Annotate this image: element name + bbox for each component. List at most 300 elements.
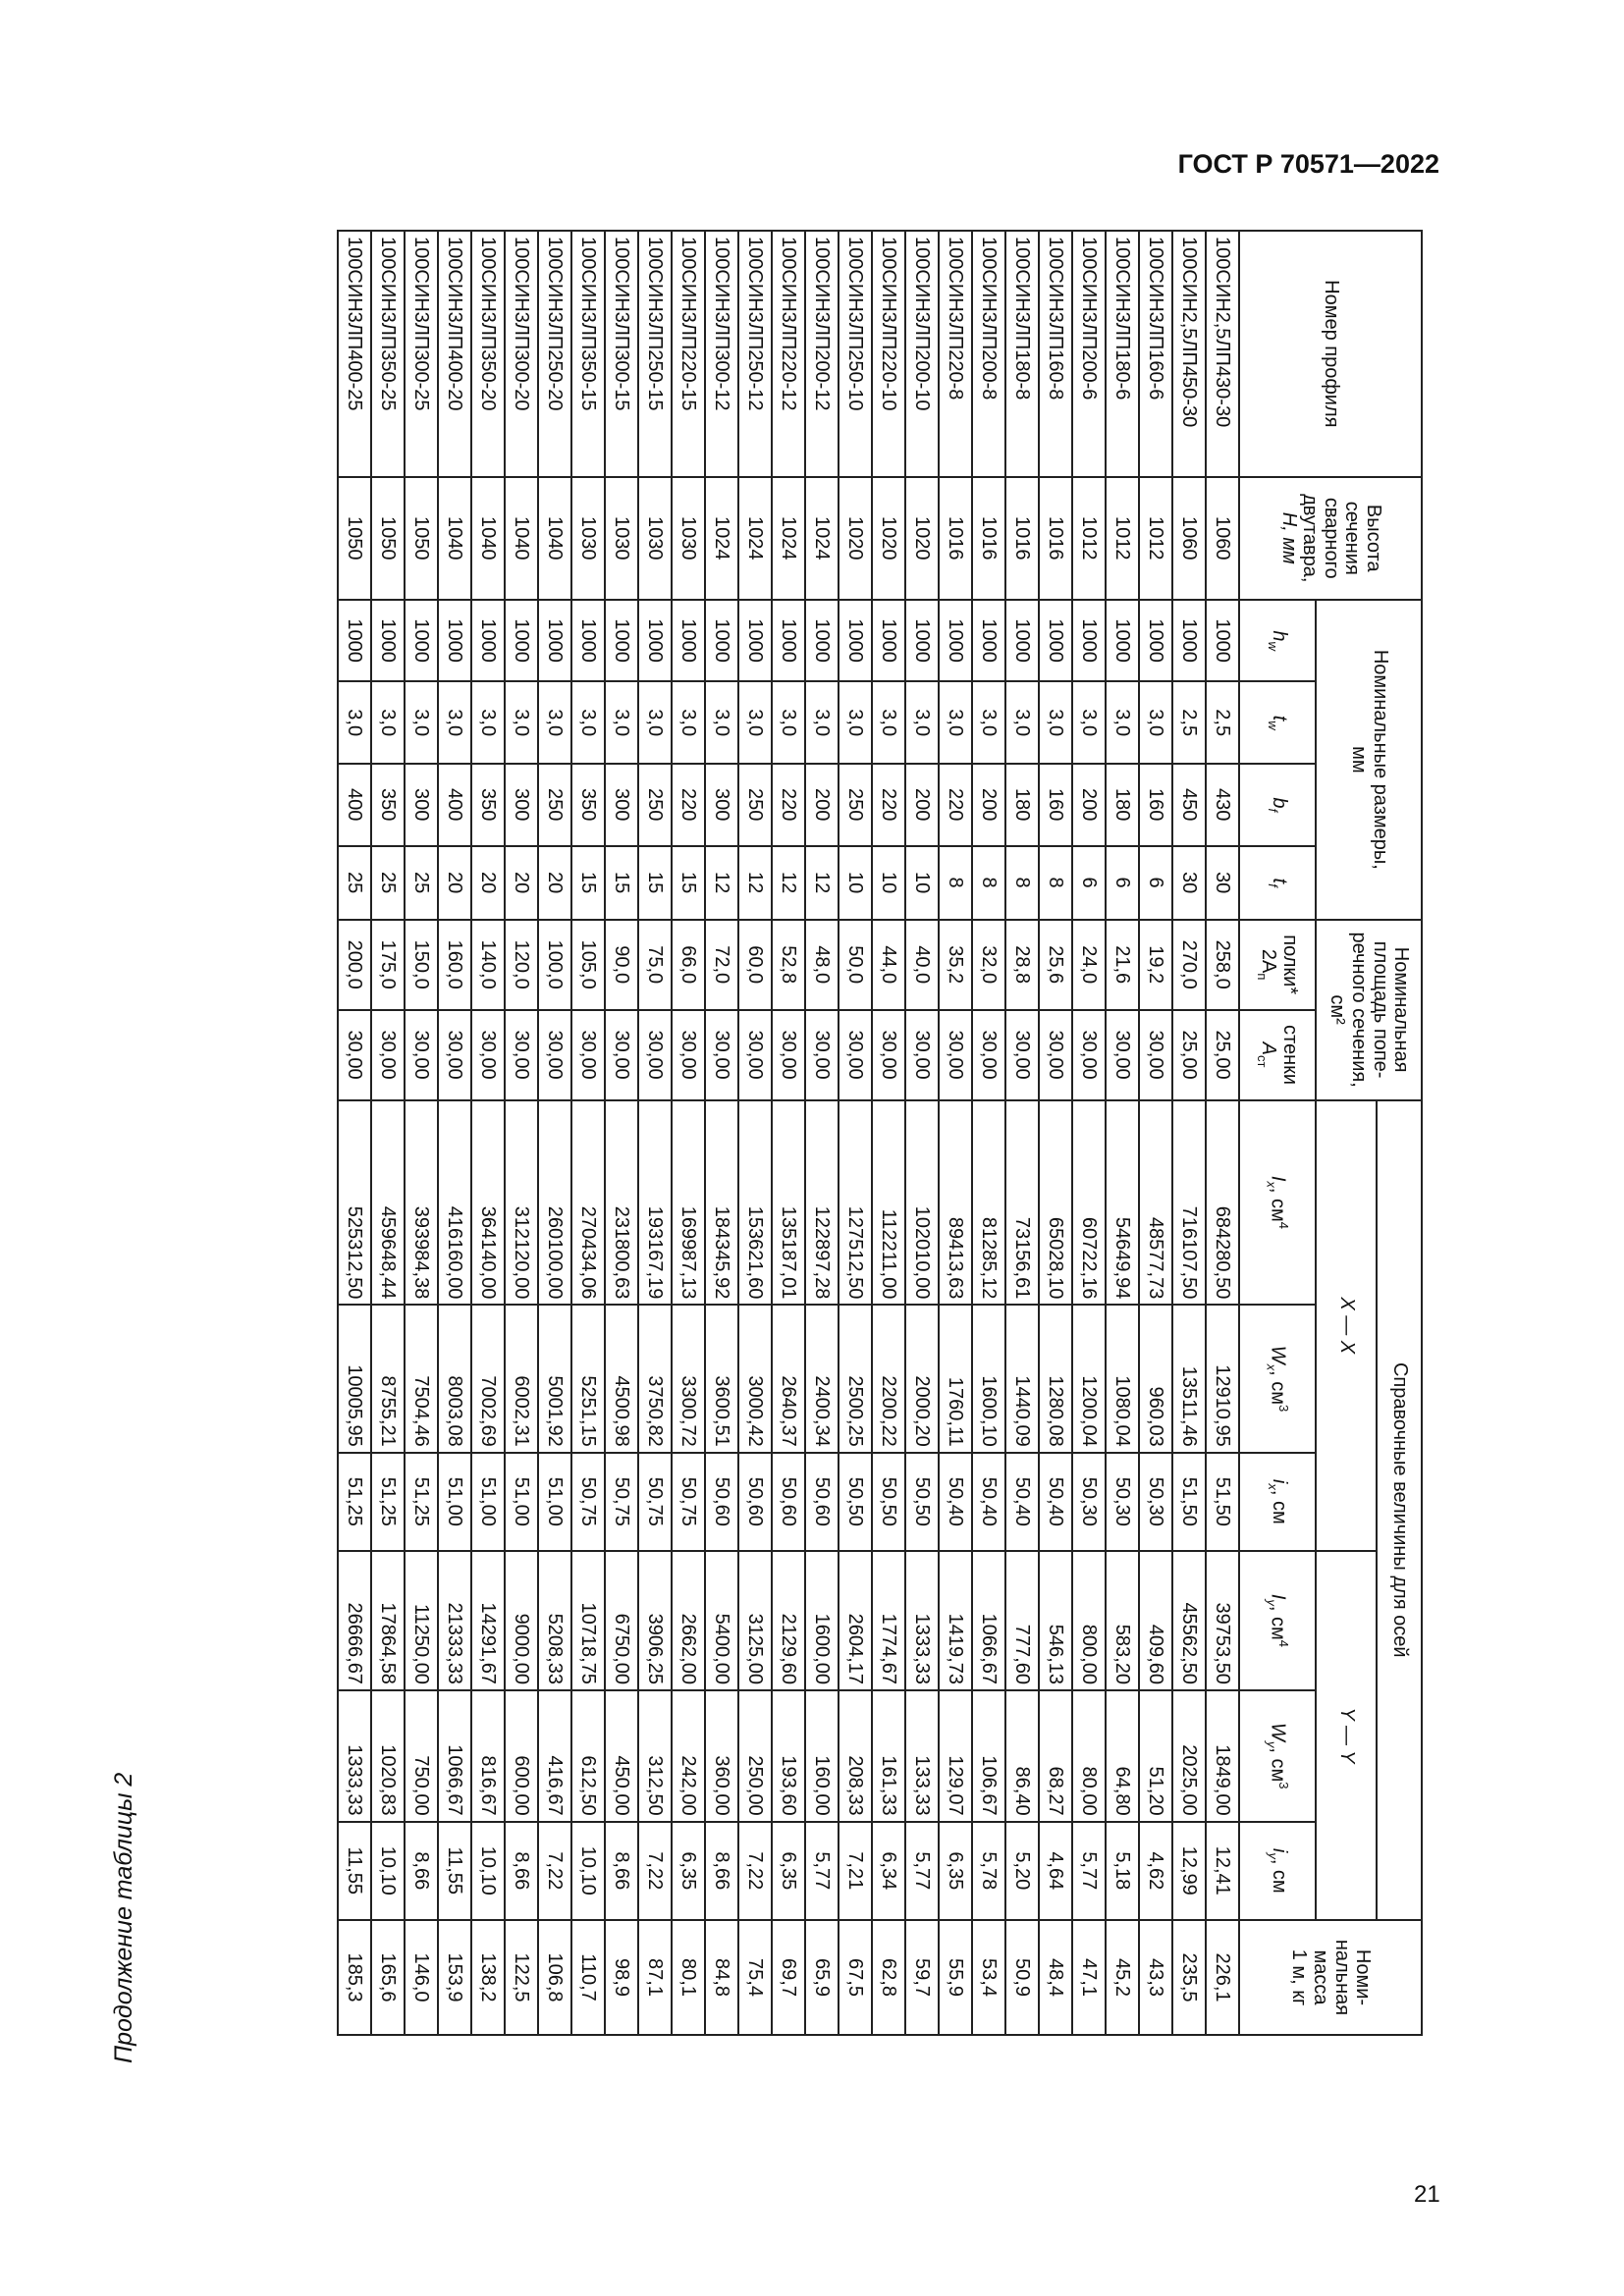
header-section-height: Высота сечения сварного двутавра, H, мм: [1239, 477, 1422, 600]
cell-section-height: 1016: [939, 477, 972, 600]
table-header: [1239, 231, 1422, 2035]
cell-wy-value: 312,50: [638, 1690, 672, 1822]
cell-wx-value: 1200,04: [1072, 1305, 1106, 1452]
cell-wy-value: 80,00: [1072, 1690, 1106, 1822]
cell-iy-value: 583,20: [1106, 1551, 1139, 1690]
cell-ix-value: 184345,92: [705, 1100, 738, 1306]
cell-web-area: 25,00: [1206, 1010, 1239, 1100]
cell-rx-value: 51,25: [338, 1453, 371, 1551]
table-row: [571, 231, 605, 2035]
cell-wy-value: 750,00: [405, 1690, 438, 1822]
cell-mass-value: 226,1: [1206, 1920, 1239, 2035]
cell-web-thickness: 3,0: [672, 681, 705, 764]
cell-web-height: 1000: [638, 600, 672, 682]
header-profile-number: Номер профиля: [1239, 231, 1422, 477]
cell-ry-value: 10,10: [371, 1822, 405, 1920]
cell-iy-value: 1333,33: [905, 1551, 939, 1690]
cell-ry-value: 7,22: [538, 1822, 571, 1920]
cell-ry-value: 6,35: [939, 1822, 972, 1920]
table-row: [538, 231, 571, 2035]
cell-ry-value: 6,35: [672, 1822, 705, 1920]
cell-rx-value: 51,00: [438, 1453, 471, 1551]
cell-profile-number: 100СИН3ЛП250-10: [839, 231, 872, 477]
cell-mass-value: 146,0: [405, 1920, 438, 2035]
header-axis-y: Y — Y: [1316, 1551, 1377, 1920]
cell-profile-number: 100СИН3ЛП180-8: [1005, 231, 1039, 477]
cell-web-thickness: 3,0: [705, 681, 738, 764]
cell-mass-value: 69,7: [772, 1920, 805, 2035]
cell-section-height: 1024: [772, 477, 805, 600]
cell-ix-value: 127512,50: [839, 1100, 872, 1306]
cell-wy-value: 208,33: [839, 1690, 872, 1822]
cell-flange-width: 200: [805, 764, 839, 846]
cell-wy-value: 68,27: [1039, 1690, 1072, 1822]
header-wx: $W_x$, $см^3$: [1239, 1305, 1316, 1452]
cell-web-thickness: 3,0: [972, 681, 1005, 764]
cell-section-height: 1030: [571, 477, 605, 600]
cell-wy-value: 816,67: [471, 1690, 505, 1822]
cell-web-area: 30,00: [538, 1010, 571, 1100]
cell-ry-value: 8,66: [505, 1822, 538, 1920]
cell-profile-number: 100СИН3ЛП350-25: [371, 231, 405, 477]
cell-flange-thickness: 25: [405, 846, 438, 920]
cell-web-thickness: 3,0: [839, 681, 872, 764]
cell-flange-width: 300: [405, 764, 438, 846]
cell-mass-value: 138,2: [471, 1920, 505, 2035]
cell-web-area: 30,00: [672, 1010, 705, 1100]
cell-iy-value: 5400,00: [705, 1551, 738, 1690]
cell-ry-value: 4,62: [1139, 1822, 1172, 1920]
cell-web-height: 1000: [438, 600, 471, 682]
cell-web-thickness: 3,0: [1039, 681, 1072, 764]
cell-iy-value: 45562,50: [1172, 1551, 1206, 1690]
cell-section-height: 1050: [371, 477, 405, 600]
cell-profile-number: 100СИН3ЛП200-10: [905, 231, 939, 477]
cell-ry-value: 8,66: [405, 1822, 438, 1920]
cell-flange-width: 200: [1072, 764, 1106, 846]
cell-wy-value: 1066,67: [438, 1690, 471, 1822]
cell-flange-thickness: 20: [438, 846, 471, 920]
cell-ry-value: 12,41: [1206, 1822, 1239, 1920]
cell-web-thickness: 3,0: [738, 681, 772, 764]
cell-web-height: 1000: [805, 600, 839, 682]
cell-wx-value: 10005,95: [338, 1305, 371, 1452]
cell-web-area: 30,00: [371, 1010, 405, 1100]
cell-iy-value: 1600,00: [805, 1551, 839, 1690]
cell-section-height: 1016: [1005, 477, 1039, 600]
cell-flange-area: 72,0: [705, 920, 738, 1010]
cell-web-height: 1000: [505, 600, 538, 682]
cell-web-thickness: 3,0: [471, 681, 505, 764]
cell-flange-area: 200,0: [338, 920, 371, 1010]
cell-mass-value: 110,7: [571, 1920, 605, 2035]
profile-properties-table: [337, 230, 1423, 2036]
cell-ix-value: 393984,38: [405, 1100, 438, 1306]
cell-flange-width: 160: [1039, 764, 1072, 846]
cell-ry-value: 7,22: [738, 1822, 772, 1920]
cell-flange-width: 220: [939, 764, 972, 846]
cell-iy-value: 3906,25: [638, 1551, 672, 1690]
cell-ix-value: 364140,00: [471, 1100, 505, 1306]
cell-rx-value: 50,40: [1005, 1453, 1039, 1551]
cell-ry-value: 5,77: [805, 1822, 839, 1920]
table-row: [805, 231, 839, 2035]
header-tw: $t_w$: [1239, 681, 1316, 764]
cell-web-thickness: 3,0: [571, 681, 605, 764]
cell-iy-value: 9000,00: [505, 1551, 538, 1690]
cell-wx-value: 5001,92: [538, 1305, 571, 1452]
cell-flange-width: 430: [1206, 764, 1239, 846]
cell-profile-number: 100СИН2,5ЛП430-30: [1206, 231, 1239, 477]
cell-web-thickness: 3,0: [872, 681, 905, 764]
cell-iy-value: 14291,67: [471, 1551, 505, 1690]
cell-ix-value: 112211,00: [872, 1100, 905, 1306]
cell-flange-area: 90,0: [605, 920, 638, 1010]
cell-profile-number: 100СИН3ЛП200-8: [972, 231, 1005, 477]
cell-mass-value: 59,7: [905, 1920, 939, 2035]
cell-ix-value: 102010,00: [905, 1100, 939, 1306]
cell-iy-value: 1066,67: [972, 1551, 1005, 1690]
cell-web-height: 1000: [972, 600, 1005, 682]
cell-web-height: 1000: [1172, 600, 1206, 682]
cell-rx-value: 51,00: [471, 1453, 505, 1551]
cell-rx-value: 50,75: [605, 1453, 638, 1551]
cell-flange-thickness: 15: [571, 846, 605, 920]
cell-wy-value: 86,40: [1005, 1690, 1039, 1822]
cell-flange-thickness: 8: [939, 846, 972, 920]
cell-ix-value: 416160,00: [438, 1100, 471, 1306]
table-row: [505, 231, 538, 2035]
cell-wx-value: 3300,72: [672, 1305, 705, 1452]
cell-profile-number: 100СИН3ЛП200-12: [805, 231, 839, 477]
cell-iy-value: 2604,17: [839, 1551, 872, 1690]
cell-wx-value: 2200,22: [872, 1305, 905, 1452]
table-row: [1106, 231, 1139, 2035]
cell-flange-width: 300: [505, 764, 538, 846]
cell-web-area: 30,00: [471, 1010, 505, 1100]
cell-web-height: 1000: [672, 600, 705, 682]
cell-rx-value: 50,60: [805, 1453, 839, 1551]
cell-wx-value: 2400,34: [805, 1305, 839, 1452]
cell-rx-value: 50,75: [672, 1453, 705, 1551]
cell-rx-value: 50,50: [839, 1453, 872, 1551]
cell-ix-value: 260100,00: [538, 1100, 571, 1306]
cell-flange-area: 175,0: [371, 920, 405, 1010]
cell-mass-value: 45,2: [1106, 1920, 1139, 2035]
cell-flange-thickness: 8: [972, 846, 1005, 920]
cell-ry-value: 5,77: [905, 1822, 939, 1920]
cell-web-area: 30,00: [805, 1010, 839, 1100]
cell-flange-thickness: 12: [738, 846, 772, 920]
cell-flange-area: 25,6: [1039, 920, 1072, 1010]
cell-web-thickness: 3,0: [638, 681, 672, 764]
cell-web-height: 1000: [371, 600, 405, 682]
cell-ry-value: 5,20: [1005, 1822, 1039, 1920]
cell-flange-area: 258,0: [1206, 920, 1239, 1010]
cell-web-height: 1000: [738, 600, 772, 682]
cell-flange-width: 180: [1005, 764, 1039, 846]
cell-flange-area: 35,2: [939, 920, 972, 1010]
cell-flange-area: 28,8: [1005, 920, 1039, 1010]
cell-web-thickness: 2,5: [1206, 681, 1239, 764]
table-row: [1206, 231, 1239, 2035]
cell-section-height: 1040: [505, 477, 538, 600]
cell-iy-value: 2129,60: [772, 1551, 805, 1690]
header-tf: $t_f$: [1239, 846, 1316, 920]
cell-web-thickness: 3,0: [1139, 681, 1172, 764]
cell-web-thickness: 2,5: [1172, 681, 1206, 764]
cell-section-height: 1016: [1039, 477, 1072, 600]
cell-profile-number: 100СИН3ЛП350-15: [571, 231, 605, 477]
table-row: [872, 231, 905, 2035]
cell-section-height: 1030: [605, 477, 638, 600]
cell-ry-value: 8,66: [605, 1822, 638, 1920]
cell-ry-value: 5,18: [1106, 1822, 1139, 1920]
cell-ry-value: 11,55: [338, 1822, 371, 1920]
cell-flange-area: 21,6: [1106, 920, 1139, 1010]
header-bf: $b_f$: [1239, 764, 1316, 846]
cell-flange-width: 200: [972, 764, 1005, 846]
cell-profile-number: 100СИН3ЛП220-15: [672, 231, 705, 477]
cell-ix-value: 73156,61: [1005, 1100, 1039, 1306]
cell-ix-value: 231800,63: [605, 1100, 638, 1306]
cell-wy-value: 242,00: [672, 1690, 705, 1822]
cell-section-height: 1012: [1139, 477, 1172, 600]
cell-wy-value: 64,80: [1106, 1690, 1139, 1822]
cell-wx-value: 7002,69: [471, 1305, 505, 1452]
cell-flange-area: 50,0: [839, 920, 872, 1010]
cell-ry-value: 4,64: [1039, 1822, 1072, 1920]
cell-ry-value: 10,10: [571, 1822, 605, 1920]
cell-web-thickness: 3,0: [1106, 681, 1139, 764]
cell-iy-value: 800,00: [1072, 1551, 1106, 1690]
cell-flange-width: 250: [839, 764, 872, 846]
cell-flange-width: 220: [672, 764, 705, 846]
cell-mass-value: 50,9: [1005, 1920, 1039, 2035]
cell-rx-value: 51,25: [371, 1453, 405, 1551]
cell-web-thickness: 3,0: [438, 681, 471, 764]
cell-flange-area: 100,0: [538, 920, 571, 1010]
cell-flange-width: 250: [538, 764, 571, 846]
table-row: [1172, 231, 1206, 2035]
cell-ix-value: 54649,94: [1106, 1100, 1139, 1306]
cell-wx-value: 8755,21: [371, 1305, 405, 1452]
cell-section-height: 1040: [538, 477, 571, 600]
cell-wy-value: 129,07: [939, 1690, 972, 1822]
cell-wy-value: 160,00: [805, 1690, 839, 1822]
cell-rx-value: 50,40: [972, 1453, 1005, 1551]
cell-ix-value: 89413,63: [939, 1100, 972, 1306]
cell-web-height: 1000: [338, 600, 371, 682]
cell-profile-number: 100СИН3ЛП300-20: [505, 231, 538, 477]
cell-flange-area: 19,2: [1139, 920, 1172, 1010]
cell-web-height: 1000: [1106, 600, 1139, 682]
cell-web-area: 30,00: [1106, 1010, 1139, 1100]
cell-web-height: 1000: [1139, 600, 1172, 682]
cell-ix-value: 122897,28: [805, 1100, 839, 1306]
table-row: [371, 231, 405, 2035]
cell-mass-value: 185,3: [338, 1920, 371, 2035]
cell-flange-area: 160,0: [438, 920, 471, 1010]
cell-flange-thickness: 6: [1139, 846, 1172, 920]
cell-mass-value: 165,6: [371, 1920, 405, 2035]
header-iy: $I_y$, $см^4$: [1239, 1551, 1316, 1690]
cell-web-area: 30,00: [1072, 1010, 1106, 1100]
cell-wx-value: 13511,46: [1172, 1305, 1206, 1452]
cell-mass-value: 65,9: [805, 1920, 839, 2035]
cell-mass-value: 67,5: [839, 1920, 872, 2035]
cell-flange-area: 40,0: [905, 920, 939, 1010]
cell-web-thickness: 3,0: [338, 681, 371, 764]
cell-web-area: 30,00: [1039, 1010, 1072, 1100]
table-row: [338, 231, 371, 2035]
cell-web-height: 1000: [772, 600, 805, 682]
cell-web-height: 1000: [471, 600, 505, 682]
cell-profile-number: 100СИН3ЛП300-15: [605, 231, 638, 477]
cell-wx-value: 5251,15: [571, 1305, 605, 1452]
cell-flange-thickness: 20: [471, 846, 505, 920]
table-row: [839, 231, 872, 2035]
cell-flange-thickness: 30: [1206, 846, 1239, 920]
cell-flange-thickness: 30: [1172, 846, 1206, 920]
cell-ix-value: 153621,60: [738, 1100, 772, 1306]
cell-web-thickness: 3,0: [405, 681, 438, 764]
cell-web-thickness: 3,0: [605, 681, 638, 764]
cell-section-height: 1020: [872, 477, 905, 600]
cell-rx-value: 50,75: [571, 1453, 605, 1551]
cell-ix-value: 684280,50: [1206, 1100, 1239, 1306]
cell-mass-value: 153,9: [438, 1920, 471, 2035]
cell-ry-value: 6,35: [772, 1822, 805, 1920]
cell-rx-value: 50,60: [705, 1453, 738, 1551]
cell-wy-value: 600,00: [505, 1690, 538, 1822]
cell-flange-area: 75,0: [638, 920, 672, 1010]
cell-flange-thickness: 8: [1005, 846, 1039, 920]
cell-flange-width: 250: [738, 764, 772, 846]
cell-web-area: 30,00: [839, 1010, 872, 1100]
cell-flange-width: 350: [371, 764, 405, 846]
cell-iy-value: 5208,33: [538, 1551, 571, 1690]
cell-wx-value: 12910,95: [1206, 1305, 1239, 1452]
cell-web-area: 30,00: [571, 1010, 605, 1100]
cell-rx-value: 50,30: [1072, 1453, 1106, 1551]
cell-iy-value: 10718,75: [571, 1551, 605, 1690]
cell-wx-value: 7504,46: [405, 1305, 438, 1452]
cell-web-height: 1000: [1005, 600, 1039, 682]
cell-flange-thickness: 15: [638, 846, 672, 920]
cell-ix-value: 716107,50: [1172, 1100, 1206, 1306]
table-row: [939, 231, 972, 2035]
cell-web-height: 1000: [1206, 600, 1239, 682]
cell-flange-thickness: 12: [705, 846, 738, 920]
cell-web-area: 30,00: [338, 1010, 371, 1100]
cell-section-height: 1024: [738, 477, 772, 600]
cell-flange-area: 44,0: [872, 920, 905, 1010]
cell-ix-value: 193167,19: [638, 1100, 672, 1306]
header-nominal-area: Номинальная площадь попе- речного сечения, см²: [1316, 920, 1422, 1100]
cell-mass-value: 106,8: [538, 1920, 571, 2035]
cell-section-height: 1060: [1172, 477, 1206, 600]
cell-rx-value: 51,00: [505, 1453, 538, 1551]
table-body: [338, 231, 1239, 2035]
standard-number: ГОСТ Р 70571—2022: [1177, 149, 1439, 179]
cell-flange-area: 150,0: [405, 920, 438, 1010]
cell-flange-thickness: 12: [805, 846, 839, 920]
cell-profile-number: 100СИН3ЛП250-20: [538, 231, 571, 477]
cell-wx-value: 2000,20: [905, 1305, 939, 1452]
cell-web-area: 30,00: [872, 1010, 905, 1100]
cell-flange-width: 400: [438, 764, 471, 846]
cell-flange-thickness: 12: [772, 846, 805, 920]
table-row: [1039, 231, 1072, 2035]
cell-wy-value: 51,20: [1139, 1690, 1172, 1822]
cell-wx-value: 6002,31: [505, 1305, 538, 1452]
cell-flange-thickness: 25: [338, 846, 371, 920]
cell-section-height: 1020: [839, 477, 872, 600]
cell-section-height: 1040: [471, 477, 505, 600]
cell-web-area: 30,00: [505, 1010, 538, 1100]
cell-flange-width: 220: [772, 764, 805, 846]
cell-flange-area: 66,0: [672, 920, 705, 1010]
cell-flange-area: 52,8: [772, 920, 805, 1010]
cell-ry-value: 11,55: [438, 1822, 471, 1920]
cell-mass-value: 235,5: [1172, 1920, 1206, 2035]
cell-wy-value: 1333,33: [338, 1690, 371, 1822]
cell-wy-value: 612,50: [571, 1690, 605, 1822]
cell-profile-number: 100СИН3ЛП400-20: [438, 231, 471, 477]
rotated-table-wrapper: [337, 230, 1423, 2036]
cell-iy-value: 2662,00: [672, 1551, 705, 1690]
cell-flange-thickness: 10: [839, 846, 872, 920]
cell-section-height: 1016: [972, 477, 1005, 600]
cell-mass-value: 53,4: [972, 1920, 1005, 2035]
cell-flange-area: 24,0: [1072, 920, 1106, 1010]
cell-flange-thickness: 15: [672, 846, 705, 920]
cell-profile-number: 100СИН3ЛП300-12: [705, 231, 738, 477]
cell-profile-number: 100СИН3ЛП400-25: [338, 231, 371, 477]
table-row: [1005, 231, 1039, 2035]
cell-iy-value: 6750,00: [605, 1551, 638, 1690]
cell-section-height: 1030: [672, 477, 705, 600]
cell-wx-value: 2500,25: [839, 1305, 872, 1452]
cell-profile-number: 100СИН2,5ЛП450-30: [1172, 231, 1206, 477]
cell-profile-number: 100СИН3ЛП220-10: [872, 231, 905, 477]
header-reference-values: Справочные величины для осей: [1377, 1100, 1422, 1920]
cell-iy-value: 17864,58: [371, 1551, 405, 1690]
cell-web-thickness: 3,0: [1005, 681, 1039, 764]
header-ix: $I_x$, $см^4$: [1239, 1100, 1316, 1306]
cell-flange-area: 48,0: [805, 920, 839, 1010]
cell-mass-value: 62,8: [872, 1920, 905, 2035]
cell-flange-width: 300: [705, 764, 738, 846]
cell-ix-value: 169987,13: [672, 1100, 705, 1306]
cell-wx-value: 8003,08: [438, 1305, 471, 1452]
cell-profile-number: 100СИН3ЛП200-6: [1072, 231, 1106, 477]
cell-wy-value: 2025,00: [1172, 1690, 1206, 1822]
cell-iy-value: 1419,73: [939, 1551, 972, 1690]
cell-flange-thickness: 20: [505, 846, 538, 920]
cell-iy-value: 26666,67: [338, 1551, 371, 1690]
page-number: 21: [1414, 2181, 1440, 2208]
cell-iy-value: 3125,00: [738, 1551, 772, 1690]
cell-mass-value: 98,9: [605, 1920, 638, 2035]
cell-flange-width: 350: [571, 764, 605, 846]
cell-iy-value: 1774,67: [872, 1551, 905, 1690]
cell-wy-value: 133,33: [905, 1690, 939, 1822]
table-row: [471, 231, 505, 2035]
cell-ix-value: 525312,50: [338, 1100, 371, 1306]
cell-rx-value: 50,40: [939, 1453, 972, 1551]
